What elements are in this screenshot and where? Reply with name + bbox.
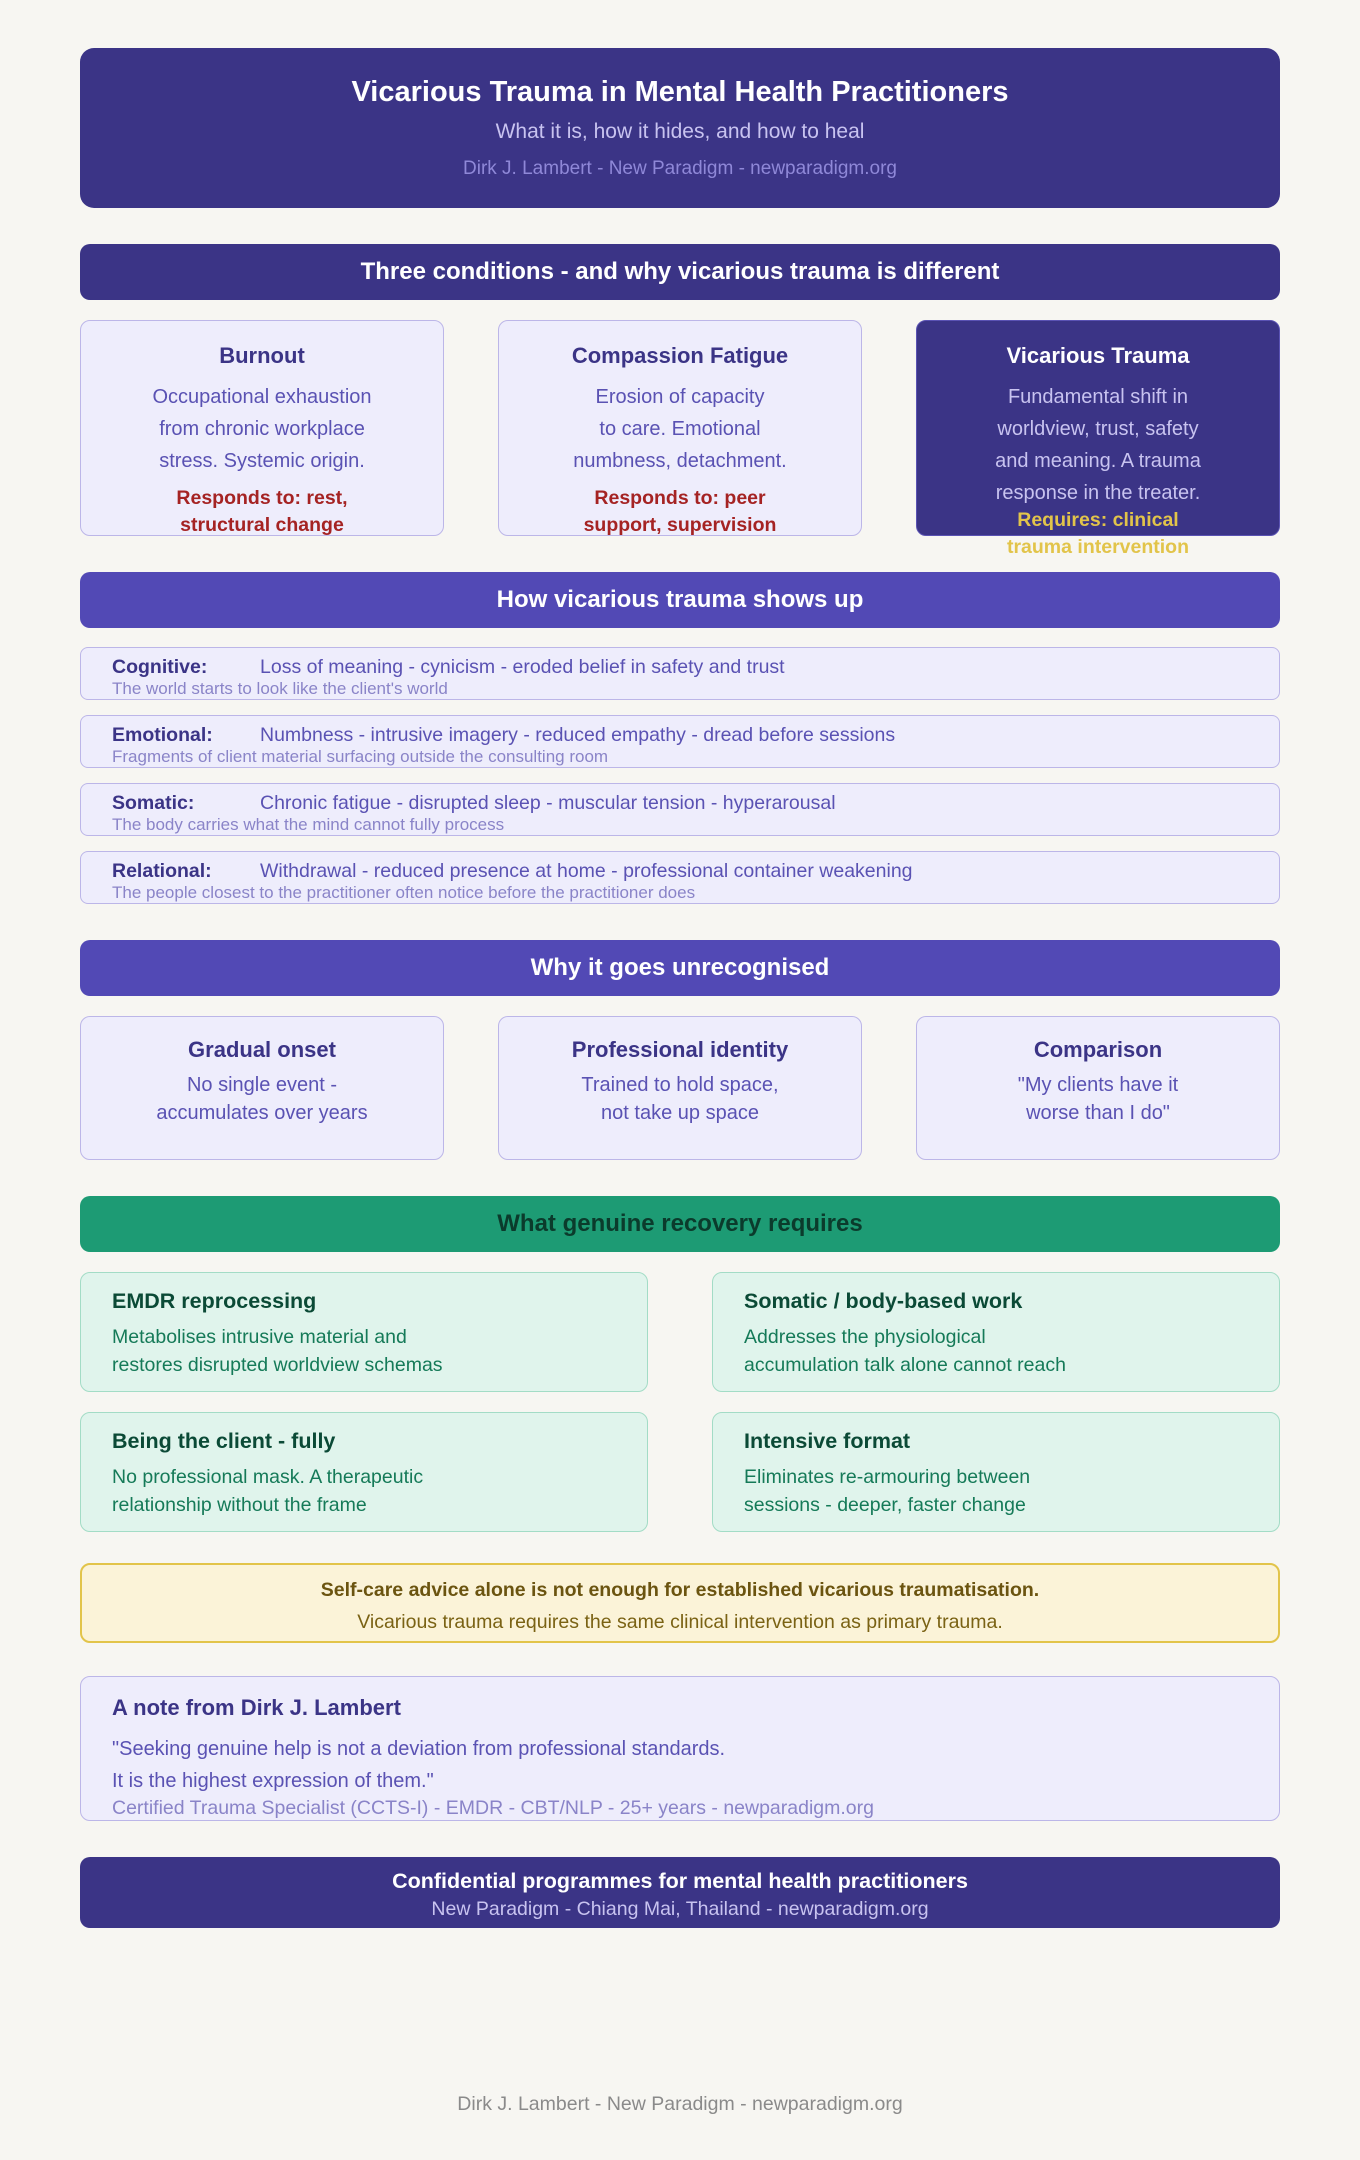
symptom-row-emotional: [80, 715, 1280, 768]
author-line: Dirk J. Lambert - New Paradigm - newparadigm.org: [463, 158, 897, 179]
condition-title: Burnout: [219, 343, 305, 368]
symptom-list: Chronic fatigue - disrupted sleep - muscular tension - hyperarousal: [260, 792, 836, 814]
warning-callout: [80, 1563, 1280, 1643]
reason-title: Gradual onset: [188, 1037, 336, 1062]
page-subtitle: What it is, how it hides, and how to heal: [495, 120, 865, 143]
reason-card-professional-identity: [498, 1016, 862, 1160]
recovery-body: No professional mask. A therapeutic relationship without the frame: [112, 1466, 424, 1516]
symptom-category: Relational:: [112, 860, 212, 882]
recovery-card-being-the-client: [80, 1412, 648, 1532]
reason-title: Comparison: [1033, 1037, 1163, 1062]
note-quote: "Seeking genuine help is not a deviation from professional standards. It is the highest expression of them.": [112, 1738, 726, 1792]
condition-card-compassion-fatigue: [498, 320, 862, 536]
symptom-note: The body carries what the mind cannot fully process: [112, 815, 505, 834]
condition-response: Responds to: rest, structural change: [176, 487, 348, 536]
section-heading-conditions: Three conditions - and why vicarious trauma is different: [80, 244, 1280, 300]
symptom-row-somatic: [80, 783, 1280, 836]
symptom-category: Cognitive:: [112, 656, 208, 678]
symptom-category: Emotional:: [112, 724, 213, 746]
recovery-title: EMDR reprocessing: [112, 1289, 317, 1313]
reason-card-comparison: [916, 1016, 1280, 1160]
page-footer: Dirk J. Lambert - New Paradigm - newparadigm.org: [457, 2093, 903, 2115]
symptom-note: Fragments of client material surfacing outside the consulting room: [112, 747, 609, 766]
symptom-row-cognitive: [80, 647, 1280, 700]
condition-body: Fundamental shift in worldview, trust, safety and meaning. A trauma response in the treater.: [995, 386, 1201, 504]
recovery-body: Metabolises intrusive material and restores disrupted worldview schemas: [112, 1326, 443, 1376]
recovery-title: Being the client - fully: [112, 1429, 336, 1453]
symptom-note: The people closest to the practitioner often notice before the practitioner does: [112, 883, 696, 902]
symptom-row-relational: [80, 851, 1280, 904]
reason-body: "My clients have it worse than I do": [1017, 1074, 1179, 1124]
recovery-card-intensive-format: [712, 1412, 1280, 1532]
recovery-card-emdr: [80, 1272, 648, 1392]
section-heading-recovery: What genuine recovery requires: [80, 1196, 1280, 1252]
author-note: [80, 1676, 1280, 1821]
recovery-body: Addresses the physiological accumulation talk alone cannot reach: [744, 1326, 1066, 1376]
reason-card-gradual-onset: [80, 1016, 444, 1160]
symptom-note: The world starts to look like the client's world: [112, 679, 448, 698]
symptom-list: Loss of meaning - cynicism - eroded belief in safety and trust: [260, 656, 785, 678]
symptom-list: Withdrawal - reduced presence at home - professional container weakening: [260, 860, 913, 882]
condition-body: Occupational exhaustion from chronic workplace stress. Systemic origin.: [152, 386, 372, 472]
warning-headline: Self-care advice alone is not enough for established vicarious traumatisation.: [320, 1579, 1040, 1601]
section-heading-unrecognised: Why it goes unrecognised: [80, 940, 1280, 996]
recovery-title: Intensive format: [744, 1429, 911, 1453]
condition-title: Compassion Fatigue: [571, 343, 789, 368]
condition-body: Erosion of capacity to care. Emotional numbness, detachment.: [573, 386, 787, 472]
reason-body: Trained to hold space, not take up space: [581, 1074, 779, 1124]
note-title: A note from Dirk J. Lambert: [112, 1695, 401, 1720]
recovery-card-somatic: [712, 1272, 1280, 1392]
condition-card-vicarious-trauma: [916, 320, 1280, 558]
section-heading-symptoms: How vicarious trauma shows up: [80, 572, 1280, 628]
note-credentials: Certified Trauma Specialist (CCTS-I) - EMDR - CBT/NLP - 25+ years - newparadigm.org: [112, 1797, 874, 1819]
recovery-title: Somatic / body-based work: [744, 1289, 1023, 1313]
condition-card-burnout: [80, 320, 444, 536]
warning-text: Vicarious trauma requires the same clinical intervention as primary trauma.: [357, 1611, 1003, 1633]
footer-subtitle: New Paradigm - Chiang Mai, Thailand - newparadigm.org: [431, 1898, 929, 1920]
page-title: Vicarious Trauma in Mental Health Practitioners: [351, 76, 1009, 108]
condition-requirement: Requires: clinical trauma intervention: [1006, 509, 1190, 558]
condition-response: Responds to: peer support, supervision: [583, 487, 777, 536]
symptom-list: Numbness - intrusive imagery - reduced empathy - dread before sessions: [260, 724, 896, 746]
footer-banner: [80, 1857, 1280, 1928]
recovery-body: Eliminates re-armouring between sessions - deeper, faster change: [744, 1466, 1031, 1516]
condition-title: Vicarious Trauma: [1006, 343, 1190, 368]
header-banner: [80, 48, 1280, 208]
reason-title: Professional identity: [571, 1037, 789, 1062]
footer-title: Confidential programmes for mental health practitioners: [392, 1869, 968, 1893]
symptom-category: Somatic:: [112, 792, 195, 814]
reason-body: No single event - accumulates over years: [156, 1074, 368, 1124]
